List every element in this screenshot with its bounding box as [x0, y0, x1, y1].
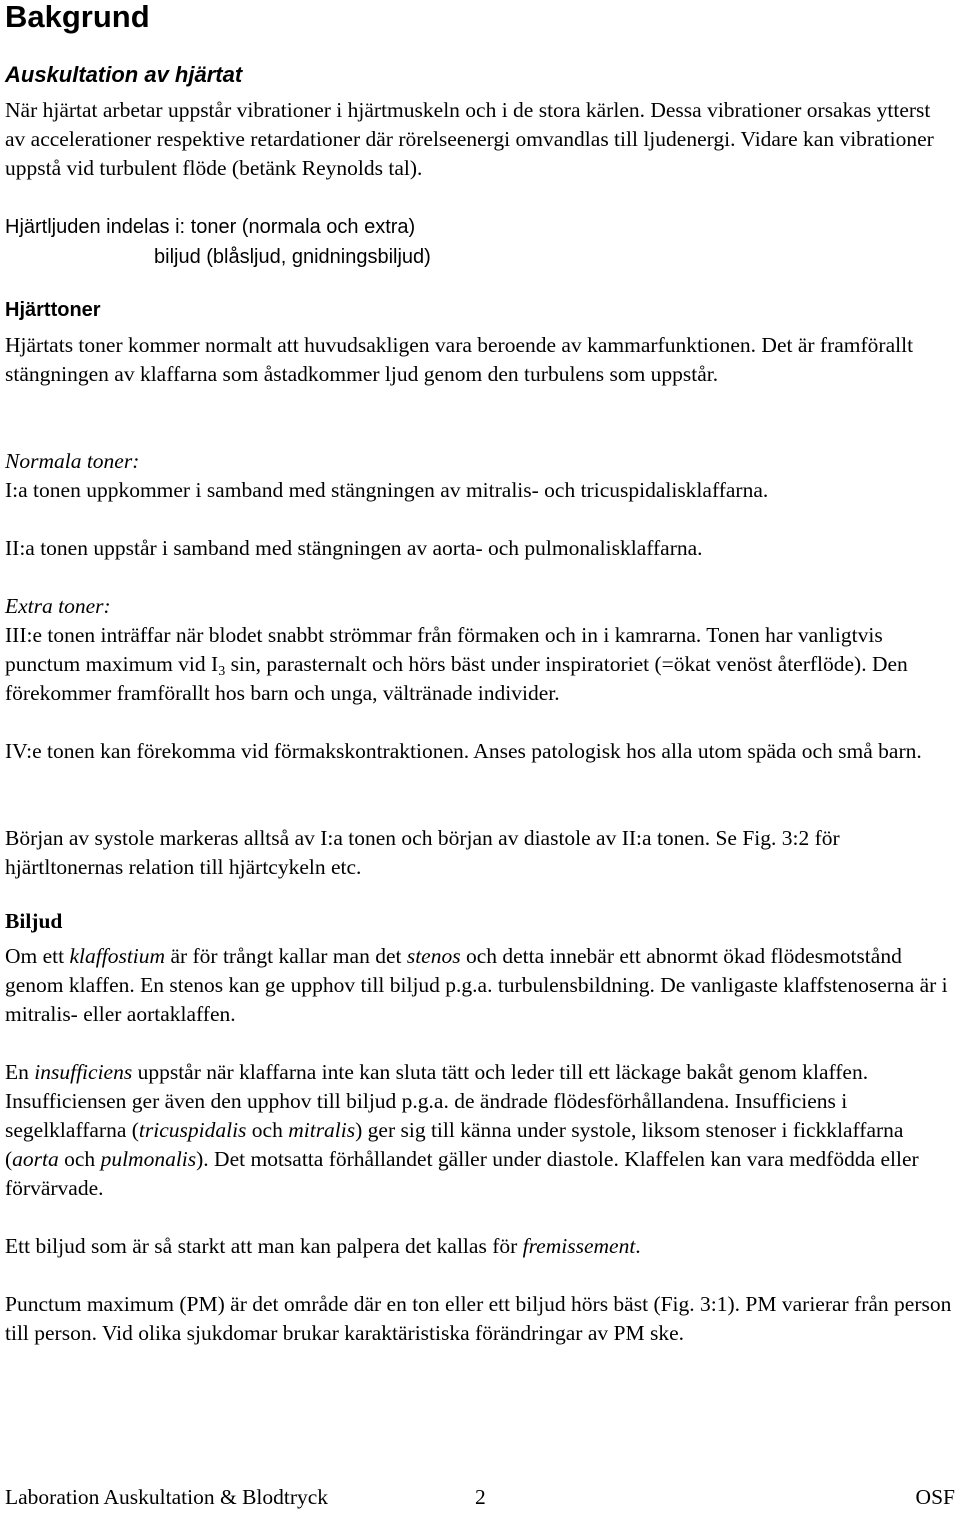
term-tricuspidalis: tricuspidalis: [138, 1118, 247, 1142]
insuff-text-a: En: [5, 1060, 35, 1084]
fremissement-text-c: .: [635, 1234, 641, 1258]
third-tone-subscript: 3: [218, 664, 226, 679]
stenos-text-a: Om ett: [5, 944, 70, 968]
page-footer: [5, 1485, 955, 1517]
hjarttoner-paragraph: Hjärtats toner kommer normalt att huvudsakligen vara beroende av kammarfunktionen. Det är framförallt stängningen av klaffarna som åstadkommer ljud genom den turbulens som uppstår.: [5, 333, 914, 386]
footer-page-number: 2: [475, 1485, 486, 1509]
cycle-paragraph: Början av systole markeras alltså av I:a tonen och början av diastole av II:a tonen. Se Fig. 3:2 för hjärtltonernas relation till hjärtcykeln etc.: [5, 826, 840, 879]
term-aorta: aorta: [12, 1147, 59, 1171]
biljud-heading: Biljud: [5, 909, 63, 933]
third-tone-text-a: III:e tonen inträffar när blodet snabbt strömmar från förmaken och in i kamrarna. Tonen har vanligtvis punctum maximum vid I: [5, 623, 883, 676]
classification-line-2: biljud (blåsljud, gnidningsbiljud): [154, 246, 431, 268]
stenos-text-e: och detta innebär ett abnormt ökad flödesmotstånd genom klaffen. En stenos kan ge upphov till biljud p.g.a. turbulensbildning. De vanligaste klaffstenoserna är i mitralis- eller aortaklaffen.: [5, 944, 948, 1026]
stenos-text-c: är för trångt kallar man det: [165, 944, 407, 968]
insuff-text-c: uppstår när klaffarna inte kan sluta tätt och leder till ett läckage bakåt genom klaffen. Insufficiensen ger även den upphov till biljud p.g.a. de ändrade flödesförhållandena. Insufficiens i segelklaffarna (: [5, 1060, 869, 1142]
third-tone-paragraph: [5, 621, 955, 708]
hjarttoner-heading: Hjärttoner: [5, 299, 101, 321]
classification-block: [5, 212, 955, 272]
term-mitralis: mitralis: [288, 1118, 356, 1142]
term-klaffostium: klaffostium: [69, 944, 166, 968]
third-tone-text-b: sin, parasternalt och hörs bäst under inspiratoriet (=ökat venöst återflöde). Den förekommer framförallt hos barn och unga, vältränade individer.: [5, 652, 908, 705]
insuff-text-k: ). Det motsatta förhållandet gäller under diastole. Klaffelen kan vara medfödda eller förvärvade.: [5, 1147, 919, 1200]
classification-line-1: Hjärtljuden indelas i: toner (normala och extra): [5, 216, 416, 238]
insufficiens-paragraph: [5, 1058, 955, 1203]
normal-tones-label: Normala toner:: [5, 449, 140, 473]
stenos-paragraph: [5, 942, 955, 1029]
first-tone-text: I:a tonen uppkommer i samband med stängningen av mitralis- och tricuspidalisklaffarna.: [5, 478, 769, 502]
page-heading: Bakgrund: [5, 0, 150, 34]
fremissement-paragraph: [5, 1232, 955, 1261]
footer-author: OSF: [915, 1485, 955, 1509]
term-stenos: stenos: [406, 944, 461, 968]
insuff-text-i: och: [58, 1147, 101, 1171]
intro-paragraph: När hjärtat arbetar uppstår vibrationer i hjärtmuskeln och i de stora kärlen. Dessa vibrationer orsakas ytterst av accelerationer respektive retardationer där rörelseenergi omvandlas till ljudenergi. Vidare kan vibrationer uppstå vid turbulent flöde (betänk Reynolds tal).: [5, 98, 934, 180]
fremissement-text-a: Ett biljud som är så starkt att man kan palpera det kallas för: [5, 1234, 523, 1258]
punctum-maximum-paragraph: Punctum maximum (PM) är det område där en ton eller ett biljud hörs bäst (Fig. 3:1). PM varierar från person till person. Vid olika sjukdomar brukar karaktäristiska förändringar av PM ske.: [5, 1292, 952, 1345]
term-fremissement: fremissement: [522, 1234, 636, 1258]
extra-tones-label: Extra toner:: [5, 594, 111, 618]
term-pulmonalis: pulmonalis: [100, 1147, 197, 1171]
second-tone-text: II:a tonen uppstår i samband med stängningen av aorta- och pulmonalisklaffarna.: [5, 536, 703, 560]
section-subheading: Auskultation av hjärtat: [5, 62, 243, 87]
term-insufficiens: insufficiens: [34, 1060, 133, 1084]
insuff-text-g: ) ger sig till känna under systole, liksom stenoser i fickklaffarna (: [5, 1118, 904, 1171]
fourth-tone-paragraph: IV:e tonen kan förekomma vid förmakskontraktionen. Anses patologisk hos alla utom späda och små barn.: [5, 739, 922, 763]
footer-title: Laboration Auskultation & Blodtryck: [5, 1485, 329, 1509]
insuff-text-e: och: [246, 1118, 289, 1142]
